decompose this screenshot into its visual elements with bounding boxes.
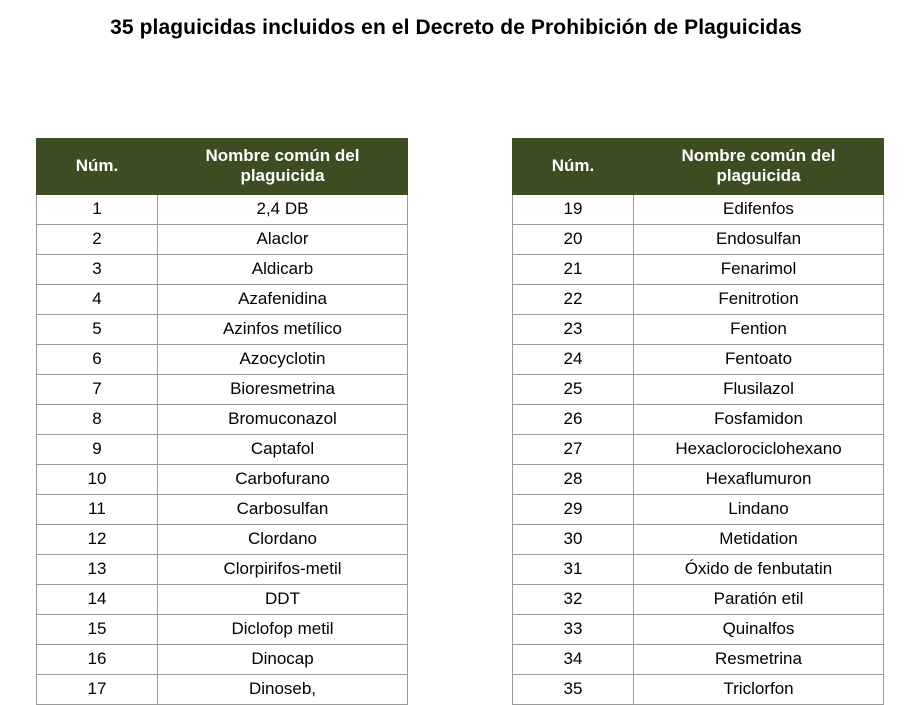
table-row xyxy=(37,494,408,524)
pesticides-table-left-wrapper xyxy=(36,138,408,705)
table-row xyxy=(513,374,884,404)
table-row xyxy=(37,464,408,494)
column-header-num: Núm. xyxy=(513,139,634,195)
table-row xyxy=(513,314,884,344)
cell-num: 25 xyxy=(513,374,634,404)
cell-name: Clorpirifos-metil xyxy=(158,554,408,584)
pesticides-table-right-wrapper xyxy=(512,138,884,705)
cell-name: Fention xyxy=(634,314,884,344)
cell-name: Lindano xyxy=(634,494,884,524)
pesticides-table-left xyxy=(36,138,408,705)
cell-name: Triclorfon xyxy=(634,674,884,704)
cell-name: Óxido de fenbutatin xyxy=(634,554,884,584)
table-row xyxy=(37,554,408,584)
column-header-name: Nombre común del plaguicida xyxy=(634,139,884,195)
cell-name: Fenitrotion xyxy=(634,284,884,314)
table-row xyxy=(513,584,884,614)
table-header-row xyxy=(37,139,408,195)
cell-num: 17 xyxy=(37,674,158,704)
cell-num: 28 xyxy=(513,464,634,494)
cell-name: Azocyclotin xyxy=(158,344,408,374)
tables-container xyxy=(0,138,912,705)
cell-name: Carbofurano xyxy=(158,464,408,494)
cell-name: 2,4 DB xyxy=(158,194,408,224)
table-row xyxy=(37,344,408,374)
table-row xyxy=(37,374,408,404)
table-row xyxy=(37,314,408,344)
table-row xyxy=(37,584,408,614)
table-row xyxy=(37,284,408,314)
cell-name: Hexaflumuron xyxy=(634,464,884,494)
cell-num: 3 xyxy=(37,254,158,284)
cell-num: 27 xyxy=(513,434,634,464)
cell-name: Dinoseb, xyxy=(158,674,408,704)
cell-name: DDT xyxy=(158,584,408,614)
table-header-row xyxy=(513,139,884,195)
cell-num: 10 xyxy=(37,464,158,494)
cell-num: 30 xyxy=(513,524,634,554)
cell-num: 21 xyxy=(513,254,634,284)
table-body-right xyxy=(513,194,884,704)
cell-num: 4 xyxy=(37,284,158,314)
table-row xyxy=(513,284,884,314)
table-row xyxy=(37,194,408,224)
cell-num: 2 xyxy=(37,224,158,254)
cell-num: 26 xyxy=(513,404,634,434)
cell-name: Flusilazol xyxy=(634,374,884,404)
cell-name: Alaclor xyxy=(158,224,408,254)
table-row xyxy=(513,524,884,554)
cell-num: 13 xyxy=(37,554,158,584)
cell-name: Bromuconazol xyxy=(158,404,408,434)
table-row xyxy=(513,254,884,284)
table-row xyxy=(513,494,884,524)
cell-name: Bioresmetrina xyxy=(158,374,408,404)
table-row xyxy=(513,434,884,464)
table-row xyxy=(37,644,408,674)
table-row xyxy=(513,194,884,224)
cell-name: Paratión etil xyxy=(634,584,884,614)
cell-num: 7 xyxy=(37,374,158,404)
cell-name: Endosulfan xyxy=(634,224,884,254)
column-header-num: Núm. xyxy=(37,139,158,195)
table-row xyxy=(37,434,408,464)
cell-num: 14 xyxy=(37,584,158,614)
column-header-name: Nombre común del plaguicida xyxy=(158,139,408,195)
cell-name: Quinalfos xyxy=(634,614,884,644)
cell-num: 11 xyxy=(37,494,158,524)
cell-num: 1 xyxy=(37,194,158,224)
cell-num: 32 xyxy=(513,584,634,614)
cell-num: 29 xyxy=(513,494,634,524)
pesticides-table-right xyxy=(512,138,884,705)
cell-num: 23 xyxy=(513,314,634,344)
table-row xyxy=(513,554,884,584)
cell-num: 15 xyxy=(37,614,158,644)
table-row xyxy=(37,224,408,254)
cell-num: 33 xyxy=(513,614,634,644)
cell-num: 34 xyxy=(513,644,634,674)
cell-name: Clordano xyxy=(158,524,408,554)
cell-num: 20 xyxy=(513,224,634,254)
table-header-left xyxy=(37,139,408,195)
page-title: 35 plaguicidas incluidos en el Decreto de Prohibición de Plaguicidas xyxy=(110,16,802,39)
cell-num: 24 xyxy=(513,344,634,374)
cell-num: 22 xyxy=(513,284,634,314)
cell-name: Dinocap xyxy=(158,644,408,674)
cell-name: Captafol xyxy=(158,434,408,464)
cell-name: Fenarimol xyxy=(634,254,884,284)
cell-num: 6 xyxy=(37,344,158,374)
table-row xyxy=(513,404,884,434)
table-body-left xyxy=(37,194,408,704)
cell-num: 9 xyxy=(37,434,158,464)
table-row xyxy=(37,674,408,704)
cell-num: 16 xyxy=(37,644,158,674)
table-row xyxy=(513,614,884,644)
document-page xyxy=(0,14,912,705)
table-row xyxy=(513,224,884,254)
cell-num: 31 xyxy=(513,554,634,584)
table-row xyxy=(513,674,884,704)
cell-num: 12 xyxy=(37,524,158,554)
cell-name: Resmetrina xyxy=(634,644,884,674)
table-row xyxy=(513,464,884,494)
cell-name: Diclofop metil xyxy=(158,614,408,644)
cell-name: Hexaclorociclohexano xyxy=(634,434,884,464)
cell-name: Fosfamidon xyxy=(634,404,884,434)
cell-name: Azafenidina xyxy=(158,284,408,314)
cell-name: Edifenfos xyxy=(634,194,884,224)
table-row xyxy=(513,344,884,374)
cell-name: Azinfos metílico xyxy=(158,314,408,344)
table-row xyxy=(513,644,884,674)
table-row xyxy=(37,614,408,644)
cell-num: 8 xyxy=(37,404,158,434)
cell-name: Aldicarb xyxy=(158,254,408,284)
cell-name: Fentoato xyxy=(634,344,884,374)
cell-num: 19 xyxy=(513,194,634,224)
cell-num: 35 xyxy=(513,674,634,704)
table-row xyxy=(37,254,408,284)
table-header-right xyxy=(513,139,884,195)
cell-num: 5 xyxy=(37,314,158,344)
cell-name: Metidation xyxy=(634,524,884,554)
cell-name: Carbosulfan xyxy=(158,494,408,524)
table-row xyxy=(37,404,408,434)
table-row xyxy=(37,524,408,554)
